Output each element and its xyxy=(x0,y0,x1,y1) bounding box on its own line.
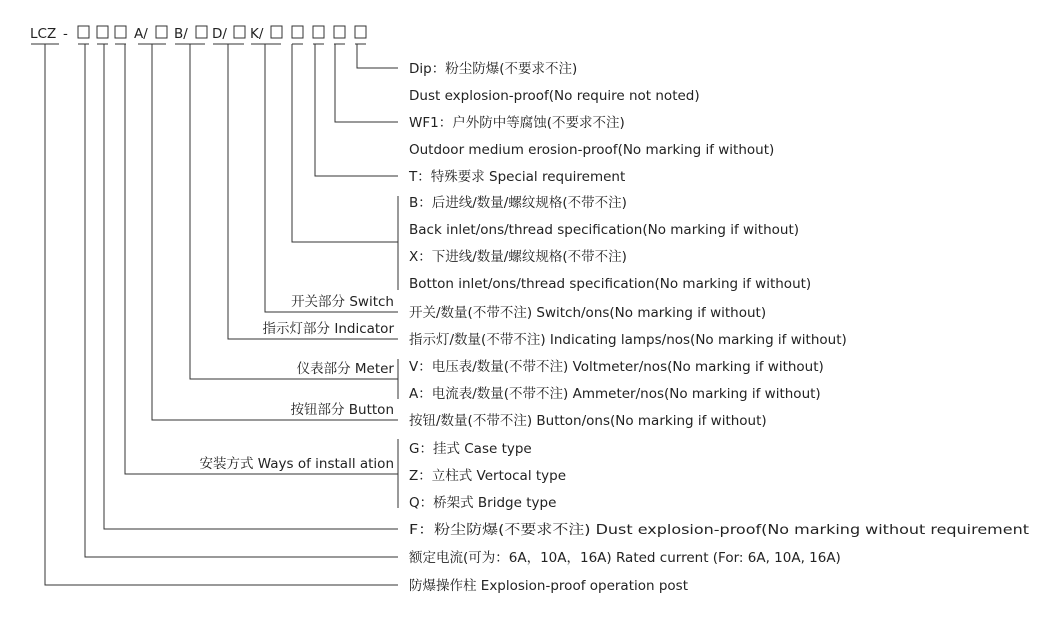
model-code xyxy=(30,26,366,44)
code-box-6 xyxy=(234,26,245,38)
group-label-meter: 仪表部分 Meter xyxy=(296,361,394,377)
code-prefix: LCZ xyxy=(30,26,57,42)
group-label-installation: 安装方式 Ways of install ation xyxy=(199,456,394,472)
code-box-7 xyxy=(271,26,282,38)
code-box-2 xyxy=(97,26,108,38)
desc-indicator: 指示灯/数量(不带不注) Indicating lamps/nos(No marking if without) xyxy=(409,332,847,348)
group-label-indicator: 指示灯部分 Indicator xyxy=(262,321,394,337)
group-label-switch: 开关部分 Switch xyxy=(291,294,394,310)
desc-vertical-type: Z：立柱式 Vertocal type xyxy=(409,468,567,484)
desc-dust-explosion: F：粉尘防爆(不要求不注) Dust explosion-proof(No marking without requirement xyxy=(409,522,933,538)
code-dash: - xyxy=(63,26,68,42)
desc-bottom-inlet: X：下进线/数量/螺纹规格(不带不注) xyxy=(409,249,627,265)
code-box-8 xyxy=(292,26,303,38)
code-box-1 xyxy=(78,26,89,38)
connector-line xyxy=(357,44,398,68)
code-letter-k: K/ xyxy=(250,26,264,42)
code-box-10 xyxy=(334,26,345,38)
connector-line xyxy=(335,44,398,122)
group-labels xyxy=(200,294,395,472)
desc-voltmeter: V：电压表/数量(不带不注) Voltmeter/nos(No marking if without) xyxy=(409,359,824,375)
connector-line xyxy=(292,44,398,242)
desc-dip-en: Dust explosion-proof(No require not noted) xyxy=(409,88,700,104)
desc-rated-current: 额定电流(可为：6A，10A，16A) Rated current (For: 6A, 10A, 16A) xyxy=(409,550,841,566)
connector-line xyxy=(265,44,398,312)
desc-bottom-inlet-en: Botton inlet/ons/thread specification(No marking if without) xyxy=(409,276,812,292)
code-box-4 xyxy=(156,26,167,38)
desc-special: T：特殊要求 Special requirement xyxy=(409,169,626,185)
desc-back-inlet-en: Back inlet/ons/thread specification(No marking if without) xyxy=(409,222,800,238)
desc-case-type: G：挂式 Case type xyxy=(409,441,532,457)
code-letter-b: B/ xyxy=(174,26,188,42)
desc-dip: Dip：粉尘防爆(不要求不注) xyxy=(409,61,578,77)
code-box-9 xyxy=(313,26,324,38)
desc-button: 按钮/数量(不带不注) Button/ons(No marking if without) xyxy=(409,413,767,429)
code-box-5 xyxy=(196,26,207,38)
desc-switch: 开关/数量(不带不注) Switch/ons(No marking if without) xyxy=(409,305,767,321)
desc-operation-post: 防爆操作柱 Explosion-proof operation post xyxy=(409,578,689,594)
connector-line xyxy=(45,44,398,585)
desc-wf1: WF1：户外防中等腐蚀(不要求不注) xyxy=(409,115,625,131)
code-letter-d: D/ xyxy=(212,26,227,42)
connector-lines xyxy=(45,44,398,585)
code-box-11 xyxy=(355,26,366,38)
group-label-button: 按钮部分 Button xyxy=(290,402,394,418)
code-letter-a: A/ xyxy=(134,26,148,42)
desc-bridge-type: Q：桥架式 Bridge type xyxy=(409,495,557,511)
desc-back-inlet: B：后进线/数量/螺纹规格(不带不注) xyxy=(409,195,627,211)
desc-wf1-en: Outdoor medium erosion-proof(No marking if without) xyxy=(409,142,775,158)
code-box-3 xyxy=(115,26,126,38)
descriptions xyxy=(408,60,1029,594)
desc-ammeter: A：电流表/数量(不带不注) Ammeter/nos(No marking if without) xyxy=(409,386,821,402)
